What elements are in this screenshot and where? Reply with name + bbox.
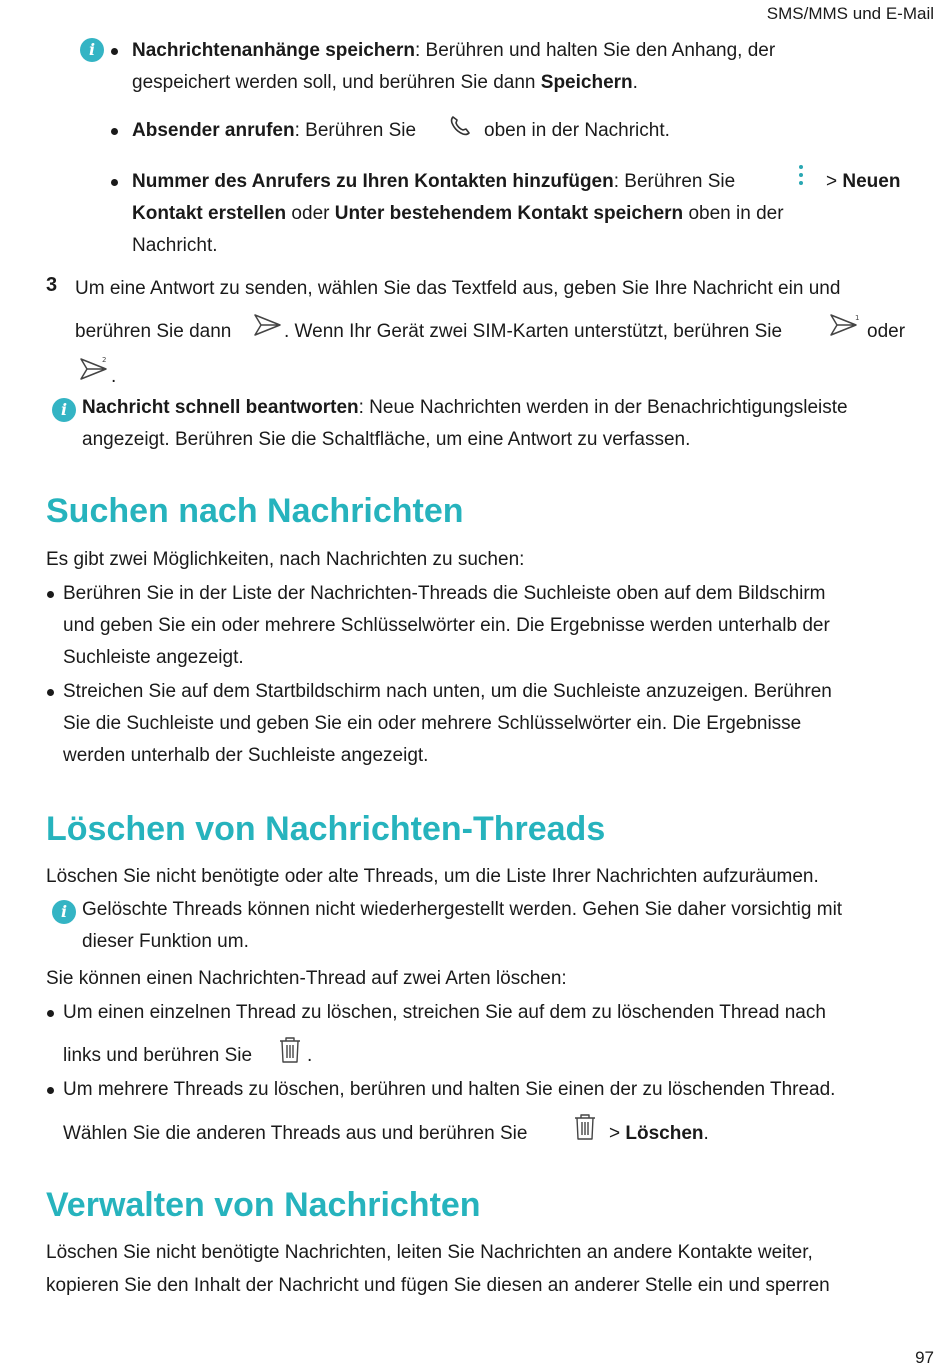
list-item: Nachrichtenanhänge speichern: Berühren und halten Sie den Anhang, der bbox=[132, 40, 776, 61]
list-item-cont: Sie die Suchleiste und geben Sie ein oder mehrere Schlüsselwörter ein. Die Ergebnisse bbox=[63, 713, 802, 734]
list-item-cont: Suchleiste angezeigt. bbox=[63, 647, 244, 668]
send-icon bbox=[829, 312, 861, 338]
bullet bbox=[111, 179, 118, 186]
bullet bbox=[47, 1010, 54, 1017]
send-icon bbox=[253, 312, 283, 338]
page-number: 97 bbox=[915, 1348, 934, 1367]
list-item-cont: links und berühren Sie bbox=[63, 1045, 253, 1066]
bullet bbox=[111, 128, 118, 135]
note-text: angezeigt. Berühren Sie die Schaltfläche, um eine Antwort zu verfassen. bbox=[82, 429, 691, 450]
step-text: . Wenn Ihr Gerät zwei SIM-Karten unterstützt, berühren Sie bbox=[284, 321, 783, 342]
bullet bbox=[47, 689, 54, 696]
step-number: 3 bbox=[46, 274, 58, 296]
list-item-cont: > Neuen bbox=[826, 171, 901, 192]
paragraph: Löschen Sie nicht benötigte oder alte Threads, um die Liste Ihrer Nachrichten aufzuräumen. bbox=[46, 866, 819, 887]
info-icon: i bbox=[52, 398, 76, 422]
list-item: Nummer des Anrufers zu Ihren Kontakten hinzufügen: Berühren Sie bbox=[132, 171, 736, 192]
step-text: Um eine Antwort zu senden, wählen Sie das Textfeld aus, geben Sie Ihre Nachricht ein und bbox=[75, 278, 841, 299]
send-icon bbox=[79, 354, 111, 382]
paragraph: Löschen Sie nicht benötigte Nachrichten, leiten Sie Nachrichten an andere Kontakte weiter, bbox=[46, 1242, 813, 1263]
paragraph: kopieren Sie den Inhalt der Nachricht und fügen Sie diesen an anderer Stelle ein und sperren bbox=[46, 1275, 830, 1296]
more-vertical-icon bbox=[794, 162, 808, 188]
list-item-cont: oben in der Nachricht. bbox=[484, 120, 670, 141]
section-heading: Suchen nach Nachrichten bbox=[46, 492, 464, 530]
note-text: Gelöschte Threads können nicht wiederhergestellt werden. Gehen Sie daher vorsichtig mit bbox=[82, 899, 843, 920]
paragraph: Es gibt zwei Möglichkeiten, nach Nachrichten zu suchen: bbox=[46, 549, 525, 570]
section-heading: Löschen von Nachrichten-Threads bbox=[46, 810, 606, 848]
list-item: Absender anrufen: Berühren Sie bbox=[132, 120, 417, 141]
running-header: SMS/MMS und E-Mail bbox=[766, 4, 934, 23]
section-heading: Verwalten von Nachrichten bbox=[46, 1186, 481, 1224]
paragraph: Sie können einen Nachrichten-Thread auf zwei Arten löschen: bbox=[46, 968, 567, 989]
phone-icon bbox=[448, 114, 472, 138]
list-item-cont: und geben Sie ein oder mehrere Schlüsselwörter ein. Die Ergebnisse werden unterhalb der bbox=[63, 615, 830, 636]
step-text: berühren Sie dann bbox=[75, 321, 232, 342]
bullet bbox=[111, 48, 118, 55]
trash-icon bbox=[572, 1113, 598, 1141]
list-item: Berühren Sie in der Liste der Nachrichten-Threads die Suchleiste oben auf dem Bildschirm bbox=[63, 583, 826, 604]
step-text: oder bbox=[867, 321, 906, 342]
list-item-cont: Nachricht. bbox=[132, 235, 218, 256]
info-icon: i bbox=[80, 38, 104, 62]
bullet bbox=[47, 1087, 54, 1094]
list-item-cont: Kontakt erstellen oder Unter bestehendem Kontakt speichern oben in der bbox=[132, 203, 784, 224]
list-item-cont: gespeichert werden soll, und berühren Sie dann Speichern. bbox=[132, 72, 638, 93]
list-item-cont: . bbox=[307, 1045, 313, 1066]
note-text: dieser Funktion um. bbox=[82, 931, 249, 952]
sim-1-label: 1 bbox=[855, 314, 860, 322]
list-item-cont: Wählen Sie die anderen Threads aus und berühren Sie bbox=[63, 1123, 528, 1144]
trash-icon bbox=[277, 1036, 303, 1064]
list-item: Um mehrere Threads zu löschen, berühren und halten Sie einen der zu löschenden Thread. bbox=[63, 1079, 836, 1100]
note-text: Nachricht schnell beantworten: Neue Nachrichten werden in der Benachrichtigungsleiste bbox=[82, 397, 848, 418]
list-item-cont: > Löschen. bbox=[609, 1123, 709, 1144]
sim-2-label: 2 bbox=[102, 356, 107, 364]
list-item: Streichen Sie auf dem Startbildschirm nach unten, um die Suchleiste anzuzeigen. Berühren bbox=[63, 681, 832, 702]
list-item: Um einen einzelnen Thread zu löschen, streichen Sie auf dem zu löschenden Thread nach bbox=[63, 1002, 826, 1023]
list-item-cont: werden unterhalb der Suchleiste angezeigt. bbox=[63, 745, 429, 766]
info-icon: i bbox=[52, 900, 76, 924]
bullet bbox=[47, 591, 54, 598]
step-text: . bbox=[111, 366, 117, 387]
